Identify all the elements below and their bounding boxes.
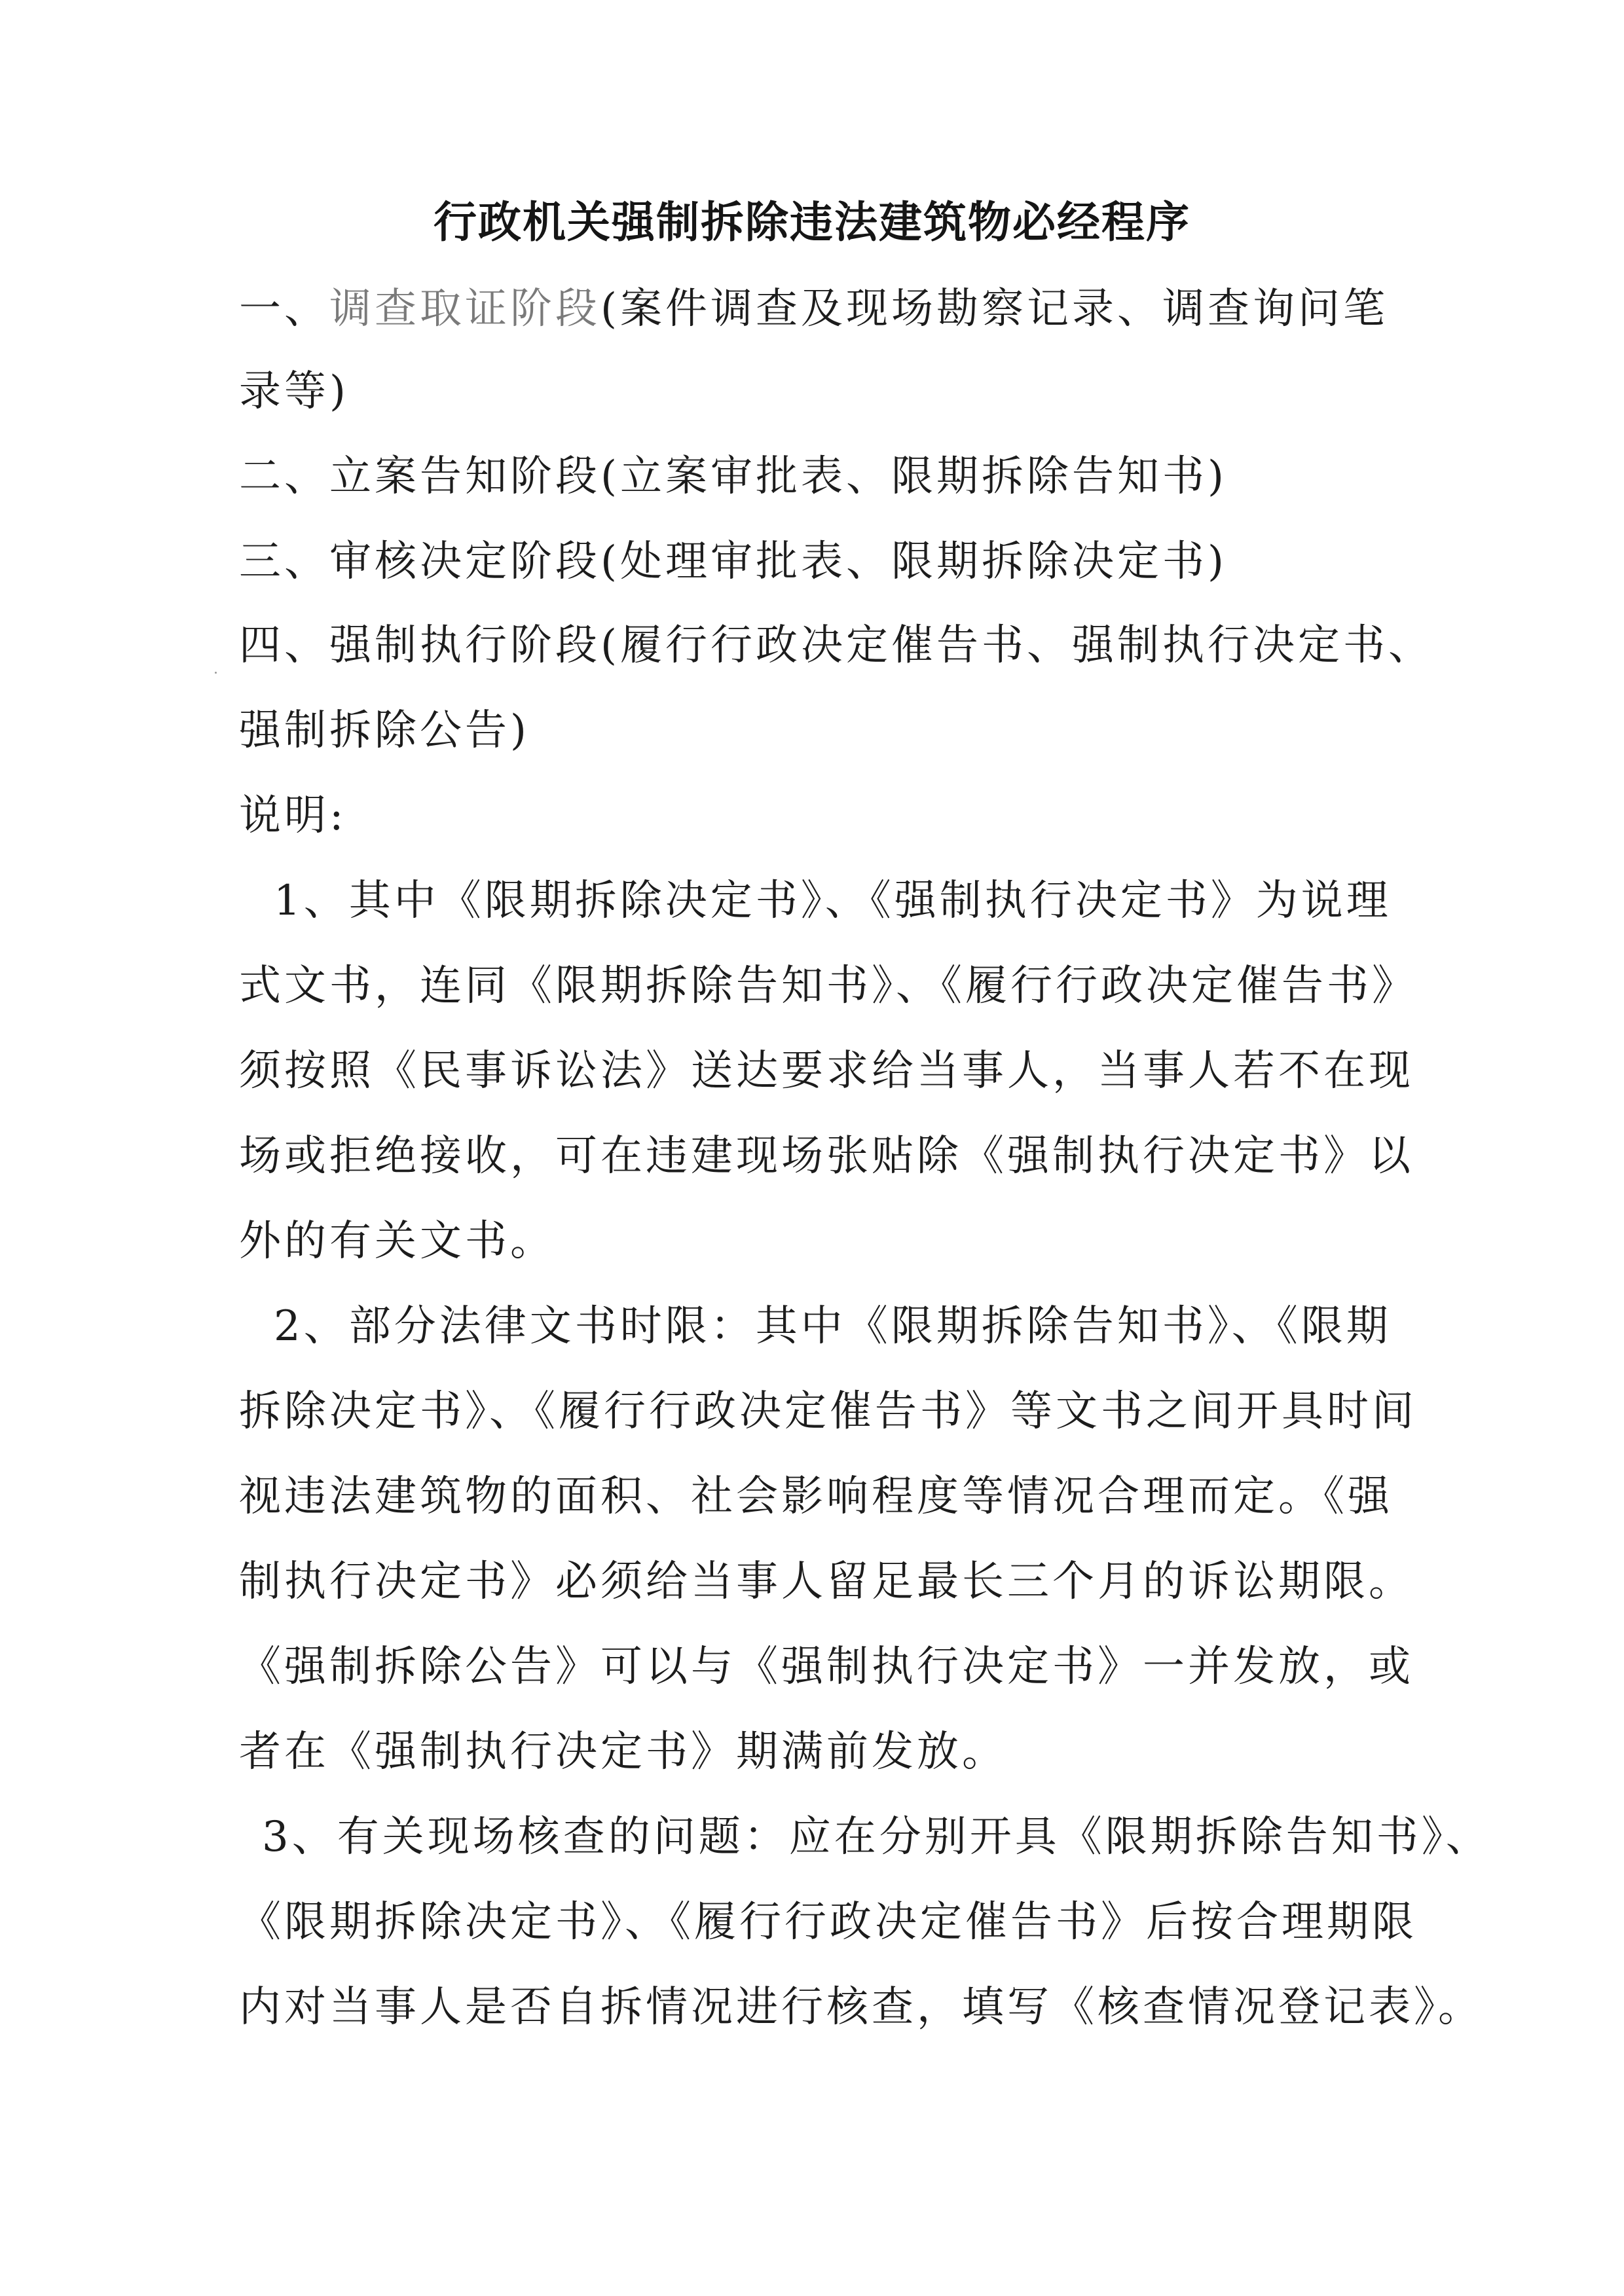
note-3-line-1: 3、有关现场核查的问题：应在分别开具《限期拆除告知书》、 [262, 1813, 1491, 1861]
note-1-line-1: 1、其中《限期拆除决定书》、《强制执行决定书》为说理 [274, 877, 1392, 925]
section-3: 三、审核决定阶段(处理审批表、限期拆除决定书) [239, 538, 1227, 586]
section-4: 四、强制执行阶段(履行行政决定催告书、强制执行决定书、 [239, 621, 1433, 670]
document-title: 行政机关强制拆除违法建筑物必经程序 [434, 197, 1190, 247]
note-2-line-3: 视违法建筑物的面积、社会影响程度等情况合理而定。《强 [239, 1472, 1393, 1521]
note-3-line-3: 内对当事人是否自拆情况进行核查，填写《核查情况登记表》。 [239, 1983, 1483, 2032]
notes-heading: 说明: [239, 792, 347, 840]
section-2: 二、立案告知阶段(立案审批表、限期拆除告知书) [239, 452, 1227, 501]
note-1-line-2: 式文书，连同《限期拆除告知书》、《履行行政决定催告书》 [239, 962, 1417, 1010]
section-4-continuation: 强制拆除公告) [239, 706, 530, 755]
section-1-stage: 调查取证阶段 [329, 285, 600, 333]
note-1-line-3: 须按照《民事诉讼法》送达要求给当事人，当事人若不在现 [239, 1047, 1414, 1095]
note-1-line-5: 外的有关文书。 [239, 1217, 555, 1266]
note-2-line-1: 2、部分法律文书时限：其中《限期拆除告知书》、《限期 [274, 1302, 1392, 1351]
section-1-prefix: 一、 [239, 285, 329, 333]
section-1 [239, 283, 1388, 335]
note-2-line-6: 者在《强制执行决定书》期满前发放。 [239, 1728, 1007, 1776]
note-2-line-5: 《强制拆除公告》可以与《强制执行决定书》一并发放，或 [239, 1643, 1414, 1691]
section-1-detail: (案件调查及现场勘察记录、调查询问笔 [600, 285, 1388, 333]
section-1-continuation: 录等) [239, 367, 349, 416]
scan-speck [215, 672, 217, 674]
note-2-line-2: 拆除决定书》、《履行行政决定催告书》等文书之间开具时间 [239, 1387, 1417, 1436]
note-1-line-4: 场或拒绝接收，可在违建现场张贴除《强制执行决定书》以 [239, 1132, 1414, 1180]
note-2-line-4: 制执行决定书》必须给当事人留足最长三个月的诉讼期限。 [239, 1558, 1414, 1606]
note-3-line-2: 《限期拆除决定书》、《履行行政决定催告书》后按合理期限 [239, 1898, 1417, 1946]
